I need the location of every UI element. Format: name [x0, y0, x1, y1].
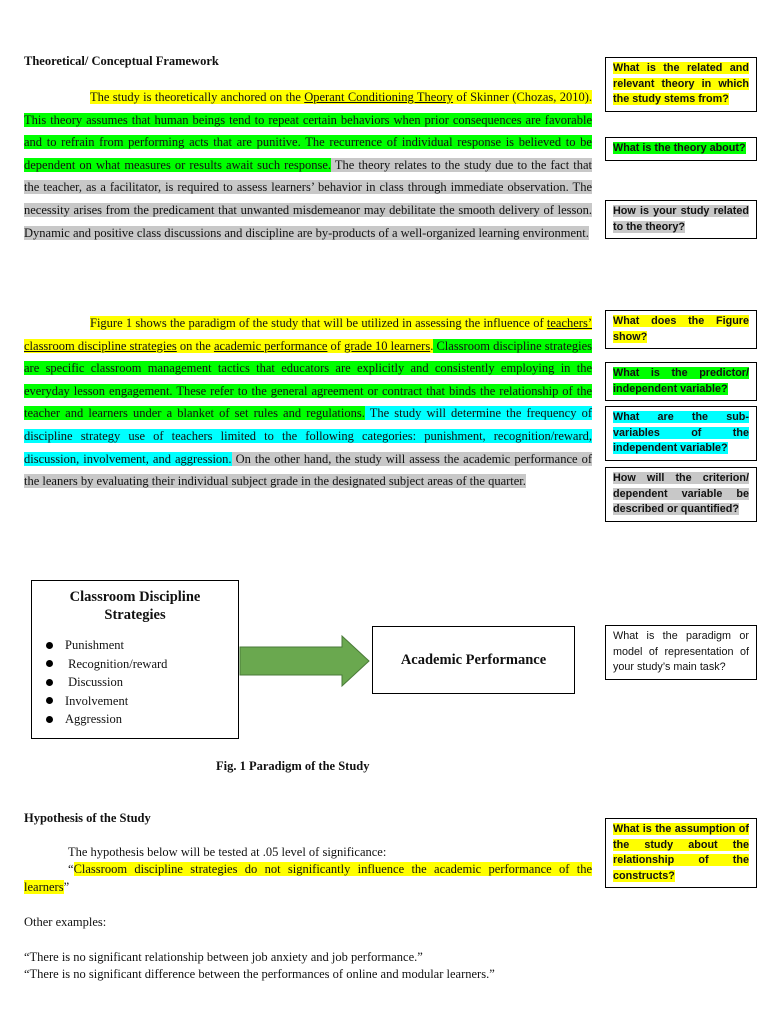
question-box-hypothesis [605, 818, 757, 888]
framework-paragraph-1 [24, 86, 592, 244]
text-predictor: Classroom discipline strategies are specific classroom management tactics that educators are explicitly and consistently employing in the everyday lesson engagement. These refer to the general agreement or contract that binds the relationship of the teacher and learners under a blanket of set rules and regulations. [24, 338, 593, 421]
list-item: Punishment [46, 636, 238, 655]
independent-variable-link: teachers’ classroom discipline strategies [24, 316, 592, 353]
dependent-variable-box [372, 626, 575, 694]
bullet-icon [46, 697, 53, 704]
example-line: “There is no significant difference between the performances of online and modular learners.” [24, 967, 495, 981]
section-heading-hypothesis: Hypothesis of the Study [24, 811, 151, 825]
respondents-link: grade 10 learners [344, 338, 431, 353]
text-subvariables: The study will determine the frequency of discipline strategy use of teachers limited to the following categories: punishment, recognition/reward, discussion, involvement, and aggression. [24, 406, 592, 466]
question-box-relation [605, 200, 757, 239]
text-figure-shows: Figure 1 shows the paradigm of the study that will be utilized in assessing the influence of teachers’ classroom discipline strategies on the academic performance of grade 10 learners. [24, 316, 592, 353]
question-box-figure [605, 310, 757, 349]
bullet-icon [46, 660, 53, 667]
question-text: What is the paradigm or model of representation of your study’s main task? [613, 630, 749, 674]
question-box-theory [605, 57, 757, 112]
framework-paragraph-2 [24, 312, 592, 493]
hypothesis-intro: The hypothesis below will be tested at .05 level of significance: [68, 845, 387, 859]
question-text: What does the Figure show? [613, 315, 749, 343]
figure-caption: Fig. 1 Paradigm of the Study [216, 759, 370, 773]
question-text: What are the sub-variables of the independent variable? [613, 411, 749, 455]
question-box-paradigm [605, 625, 757, 680]
theory-name: Operant Conditioning Theory [304, 90, 454, 104]
independent-variable-box [31, 580, 239, 739]
question-text: What is the related and relevant theory in which the study stems from? [613, 62, 749, 106]
question-box-theory-about [605, 137, 757, 161]
text-theory-relation: The theory relates to the study due to the fact that the teacher, as a facilitator, is required to assess learners’ behavior in class through immediate observation. The necessity arises from the predicament that unwanted misdemeanor may debilitate the smooth delivery of lesson. Dynamic and positive class discussions and discipline are by-products of a well-organized learning environment. [24, 157, 592, 240]
list-item: Involvement [46, 692, 238, 711]
other-examples-label: Other examples: [24, 915, 107, 929]
bullet-icon [46, 642, 53, 649]
list-item: Aggression [46, 710, 238, 729]
independent-variable-title: Classroom Discipline Strategies [69, 589, 201, 623]
question-text: How will the criterion/ dependent variable be described or quantified? [613, 472, 749, 516]
bullet-icon [46, 679, 53, 686]
example-line: “There is no significant relationship between job anxiety and job performance.” [24, 950, 423, 964]
question-text: What is the assumption of the study about the relationship of the constructs? [613, 823, 749, 882]
question-text: What is the predictor/ independent variable? [613, 367, 749, 395]
text-theory-about: This theory assumes that human beings tend to repeat certain behaviors when prior consequences are favorable and to refrain from performing acts that are punitive. The recurrence of individual response is believed to be dependent on what measures or results await such response. [24, 112, 592, 172]
question-box-subvariables [605, 406, 757, 461]
section-heading-framework: Theoretical/ Conceptual Framework [24, 54, 219, 68]
dependent-variable-title: Academic Performance [400, 651, 547, 668]
arrow-right-icon [238, 634, 372, 688]
text-theory-anchor: The study is theoretically anchored on the Operant Conditioning Theory of Skinner (Chozas, 2010). [90, 90, 593, 104]
question-text: What is the theory about? [613, 142, 746, 154]
list-item: Discussion [46, 673, 238, 692]
list-item: Recognition/reward [46, 655, 238, 674]
question-text: How is your study related to the theory? [613, 205, 749, 233]
bullet-icon [46, 716, 53, 723]
question-box-criterion [605, 467, 757, 522]
text-criterion: On the other hand, the study will assess the academic performance of the leaners by evaluating their individual subject grade in the designated subject areas of the quarter. [24, 451, 592, 489]
subvariable-list [46, 636, 238, 729]
question-box-predictor [605, 362, 757, 401]
dependent-variable-link: academic performance [213, 338, 328, 353]
hypothesis-statement: “Classroom discipline strategies do not significantly influence the academic performance of the learners” [24, 862, 592, 894]
